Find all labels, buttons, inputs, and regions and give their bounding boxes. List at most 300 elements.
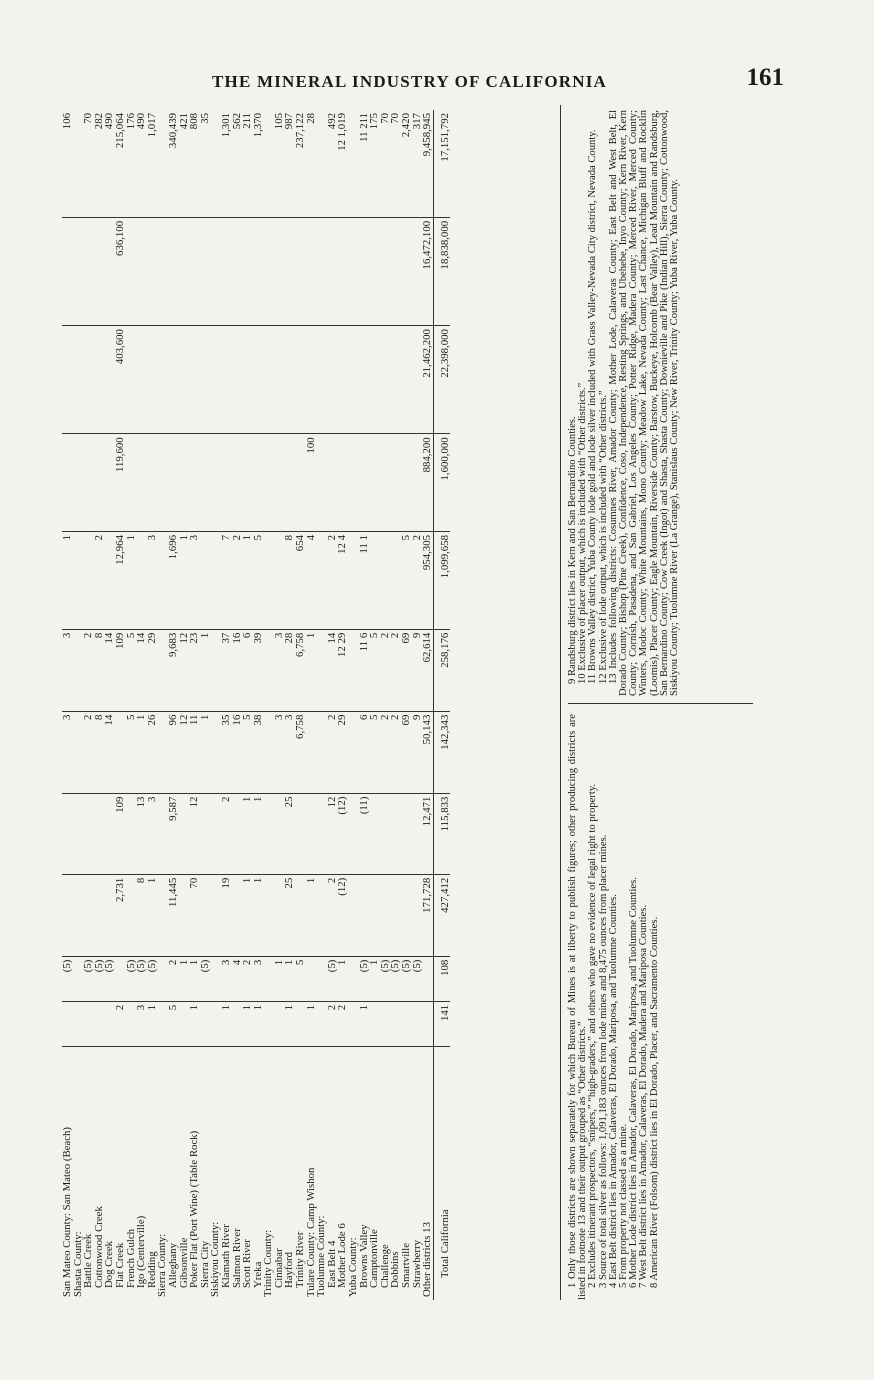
cell-c10 — [380, 217, 391, 325]
cell-c2: (5) — [147, 956, 158, 1001]
cell-c4 — [200, 793, 211, 874]
cell-c7: 654 — [295, 532, 306, 630]
cell-c7 — [210, 532, 221, 630]
cell-c7: 12,964 — [115, 532, 126, 630]
cell-c7: 12 4 — [337, 532, 348, 630]
cell-c6: 14 — [327, 629, 338, 711]
cell-c5: 38 — [253, 711, 264, 793]
table-row — [274, 110, 285, 1300]
running-title: THE MINERAL INDUSTRY OF CALIFORNIA — [212, 72, 608, 91]
cell-c11: 28 — [304, 113, 317, 124]
cell-c10 — [284, 217, 295, 325]
cell-c5: 35 — [221, 711, 232, 793]
district-name: Browns Valley — [359, 1047, 370, 1301]
cell-c9 — [390, 326, 401, 434]
cell-c2: 1 — [369, 956, 380, 1001]
table-row — [295, 110, 306, 1300]
cell-c8 — [253, 434, 264, 532]
cell-c2: (5) — [359, 956, 370, 1001]
cell-c9 — [210, 326, 221, 434]
cell-c8 — [380, 434, 391, 532]
cell-c11: 215,064 — [113, 113, 126, 149]
cell-c7 — [73, 532, 84, 630]
cell-c7: 7 — [221, 532, 232, 630]
cell-c11: 105 — [272, 113, 285, 130]
cell-c5 — [115, 711, 126, 793]
table-bottom-rule — [560, 105, 561, 1300]
cell-c3 — [348, 874, 359, 956]
cell-c5: 3 — [284, 711, 295, 793]
cell-c1: 1 — [221, 1001, 232, 1046]
cell-c11: 11 211 — [357, 113, 370, 142]
cell-c6: 1 — [306, 629, 317, 711]
cell-c7: 2 — [327, 532, 338, 630]
cell-c10 — [327, 217, 338, 325]
cell-c4: 2 — [221, 793, 232, 874]
cell-c3 — [94, 874, 105, 956]
district-production-table — [62, 110, 450, 1300]
cell-c8 — [369, 434, 380, 532]
cell-c11: 490 — [135, 113, 148, 130]
cell-c1: 2 — [337, 1001, 348, 1046]
cell-c11: 340,439 — [166, 113, 179, 149]
cell-c4: 109 — [115, 793, 126, 874]
cell-c3: 427,412 — [433, 874, 450, 956]
cell-c3 — [369, 874, 380, 956]
district-name: Sierra City — [200, 1047, 211, 1301]
cell-c11: 237,122 — [294, 113, 307, 149]
cell-c10 — [232, 217, 243, 325]
cell-c11: 175 — [368, 113, 381, 130]
cell-c1: 5 — [168, 1001, 179, 1046]
cell-c5: 3 — [274, 711, 285, 793]
cell-c10 — [274, 217, 285, 325]
cell-c7: 954,305 — [422, 532, 433, 630]
cell-c1 — [422, 1001, 433, 1046]
cell-c5: 2 — [380, 711, 391, 793]
cell-c9 — [221, 326, 232, 434]
cell-c5: 142,343 — [433, 711, 450, 793]
cell-c10 — [221, 217, 232, 325]
cell-c8 — [94, 434, 105, 532]
cell-c8 — [263, 434, 274, 532]
cell-c3: 2 — [327, 874, 338, 956]
cell-c4 — [210, 793, 221, 874]
cell-c11: 562 — [230, 113, 243, 130]
district-name: Flat Creek — [115, 1047, 126, 1301]
district-name: East Belt 4 — [327, 1047, 338, 1301]
cell-c10 — [179, 217, 190, 325]
footnote: 6 Mother Lode district lies in Amador, Calaveras, El Dorado, Mariposa, and Tuolumne Counties. — [628, 877, 640, 1288]
cell-c6: 1 — [200, 629, 211, 711]
cell-c8 — [390, 434, 401, 532]
cell-c8 — [126, 434, 137, 532]
cell-c5 — [306, 711, 317, 793]
district-name: Igo (Centerville) — [136, 1047, 147, 1301]
cell-c7 — [274, 532, 285, 630]
cell-c6: 2 — [390, 629, 401, 711]
cell-c4 — [369, 793, 380, 874]
cell-c2 — [115, 956, 126, 1001]
district-name: Hayford — [284, 1047, 295, 1301]
cell-c3: (12) — [337, 874, 348, 956]
page-number: 161 — [746, 64, 784, 91]
cell-c5 — [316, 711, 327, 793]
cell-c2: (5) — [390, 956, 401, 1001]
district-name: Dog Creek — [104, 1047, 115, 1301]
cell-c6: 39 — [253, 629, 264, 711]
cell-c2 — [306, 956, 317, 1001]
cell-c10 — [200, 217, 211, 325]
cell-c3 — [263, 874, 274, 956]
cell-c2: (5) — [126, 956, 137, 1001]
cell-c10 — [316, 217, 327, 325]
cell-c11: 12 1,019 — [336, 113, 349, 151]
cell-c7 — [200, 532, 211, 630]
cell-c3: 1 — [147, 874, 158, 956]
cell-c6: 3 — [62, 629, 73, 711]
cell-c9 — [316, 326, 327, 434]
cell-c7: 1 — [62, 532, 73, 630]
cell-c11: 9,458,945 — [421, 113, 434, 157]
table-row — [115, 110, 126, 1300]
cell-c6: 3 — [274, 629, 285, 711]
table-row — [73, 110, 84, 1300]
cell-c4: 3 — [147, 793, 158, 874]
cell-c4: 1 — [253, 793, 264, 874]
cell-c6: 6,758 — [295, 629, 306, 711]
table-row — [390, 110, 401, 1300]
cell-c10 — [295, 217, 306, 325]
cell-c5: 3 — [62, 711, 73, 793]
cell-c8 — [221, 434, 232, 532]
cell-c4 — [295, 793, 306, 874]
cell-c2: 4 — [232, 956, 243, 1001]
cell-c3 — [401, 874, 412, 956]
cell-c8 — [284, 434, 295, 532]
cell-c7: 4 — [306, 532, 317, 630]
cell-c5: 29 — [337, 711, 348, 793]
cell-c1: 1 — [306, 1001, 317, 1046]
rotated-content — [62, 60, 762, 1300]
footnote: 7 West Belt district lies in Amador, Calaveras, El Dorado, Madera and Mariposa Counties. — [638, 904, 650, 1288]
cell-c3: 1 — [242, 874, 253, 956]
cell-c7 — [369, 532, 380, 630]
cell-c5 — [263, 711, 274, 793]
table-row — [306, 110, 317, 1300]
cell-c10 — [168, 217, 179, 325]
cell-c6: 258,176 — [433, 629, 450, 711]
cell-c3 — [380, 874, 391, 956]
cell-c11: 1,370 — [251, 113, 264, 138]
cell-c5: 2 — [327, 711, 338, 793]
table-row — [401, 110, 412, 1300]
cell-c10: 16,472,100 — [422, 217, 433, 325]
cell-c4 — [83, 793, 94, 874]
cell-c7: 3 — [147, 532, 158, 630]
cell-c5: 96 — [168, 711, 179, 793]
cell-c7: 5 — [253, 532, 264, 630]
cell-c11: 490 — [103, 113, 116, 130]
cell-c8 — [168, 434, 179, 532]
district-name: Shasta County: — [73, 1047, 84, 1301]
cell-c3: 1 — [306, 874, 317, 956]
cell-c4: (11) — [359, 793, 370, 874]
cell-c9 — [359, 326, 370, 434]
table-row — [284, 110, 295, 1300]
cell-c2: 3 — [221, 956, 232, 1001]
cell-c9 — [62, 326, 73, 434]
table-row — [126, 110, 137, 1300]
cell-c1 — [401, 1001, 412, 1046]
cell-c9 — [295, 326, 306, 434]
cell-c5: 16 — [232, 711, 243, 793]
cell-c11: 70 — [82, 113, 95, 124]
cell-c4 — [306, 793, 317, 874]
cell-c5: 50,143 — [422, 711, 433, 793]
cell-c6: 2 — [380, 629, 391, 711]
cell-c7: 2 — [232, 532, 243, 630]
cell-c9 — [263, 326, 274, 434]
cell-c9 — [200, 326, 211, 434]
cell-c4 — [263, 793, 274, 874]
cell-c7: 2 — [412, 532, 423, 630]
table-body — [62, 110, 450, 1300]
cell-c4: 12 — [189, 793, 200, 874]
cell-c4 — [380, 793, 391, 874]
cell-c4: 25 — [284, 793, 295, 874]
cell-c2: 1 — [274, 956, 285, 1001]
cell-c10 — [94, 217, 105, 325]
cell-c2: 1 — [284, 956, 295, 1001]
cell-c11: 17,151,792 — [433, 110, 450, 217]
district-name: Yuba County: — [348, 1047, 359, 1301]
cell-c8 — [232, 434, 243, 532]
footnotes-divider — [568, 703, 753, 704]
cell-c1: 141 — [433, 1001, 450, 1046]
cell-c6: 23 — [189, 629, 200, 711]
cell-c11: 317 — [410, 113, 423, 130]
district-name: Yreka — [253, 1047, 264, 1301]
cell-c9 — [83, 326, 94, 434]
footnote: 10 Exclusive of placer output, which is included with “Other districts.” — [577, 382, 589, 684]
cell-c1: 1 — [253, 1001, 264, 1046]
table-row — [422, 110, 433, 1300]
district-name: San Mateo County: San Mateo (Beach) — [62, 1047, 73, 1301]
cell-c6: 28 — [284, 629, 295, 711]
cell-c10 — [136, 217, 147, 325]
cell-c5: 1 — [136, 711, 147, 793]
cell-c11: 987 — [283, 113, 296, 130]
cell-c9 — [189, 326, 200, 434]
district-name: Gibsonville — [179, 1047, 190, 1301]
cell-c5: 12 — [179, 711, 190, 793]
cell-c8 — [210, 434, 221, 532]
cell-c10 — [306, 217, 317, 325]
cell-c9 — [73, 326, 84, 434]
district-name: Klamath River — [221, 1047, 232, 1301]
district-name: French Gulch — [126, 1047, 137, 1301]
cell-c7: 8 — [284, 532, 295, 630]
cell-c6: 6 — [242, 629, 253, 711]
cell-c3 — [73, 874, 84, 956]
cell-c3 — [390, 874, 401, 956]
cell-c1: 1 — [189, 1001, 200, 1046]
cell-c9 — [232, 326, 243, 434]
cell-c10: 18,838,000 — [433, 217, 450, 325]
cell-c1: 1 — [242, 1001, 253, 1046]
cell-c9 — [369, 326, 380, 434]
table-container — [62, 60, 562, 1300]
cell-c6: 14 — [104, 629, 115, 711]
cell-c1 — [62, 1001, 73, 1046]
cell-c1 — [369, 1001, 380, 1046]
cell-c6: 5 — [126, 629, 137, 711]
table-row — [62, 110, 73, 1300]
cell-c6: 2 — [83, 629, 94, 711]
table-row — [83, 110, 94, 1300]
cell-c6 — [73, 629, 84, 711]
cell-c7 — [136, 532, 147, 630]
cell-c10 — [263, 217, 274, 325]
cell-c8 — [274, 434, 285, 532]
cell-c9 — [94, 326, 105, 434]
cell-c2: 108 — [433, 956, 450, 1001]
table-row — [157, 110, 168, 1300]
cell-c2 — [422, 956, 433, 1001]
cell-c11: 35 — [198, 113, 211, 124]
cell-c1: 2 — [327, 1001, 338, 1046]
cell-c4 — [390, 793, 401, 874]
table-row — [337, 110, 348, 1300]
district-name: Cinnabar — [274, 1047, 285, 1301]
district-name: Cottonwood Creek — [94, 1047, 105, 1301]
table-row — [316, 110, 327, 1300]
district-name: Mother Lode 6 — [337, 1047, 348, 1301]
cell-c9 — [401, 326, 412, 434]
cell-c3: 11,445 — [168, 874, 179, 956]
cell-c10 — [147, 217, 158, 325]
district-name: Total California — [433, 1047, 450, 1301]
cell-c8 — [242, 434, 253, 532]
table-row — [359, 110, 370, 1300]
cell-c8 — [147, 434, 158, 532]
cell-c1: 3 — [136, 1001, 147, 1046]
cell-c10 — [369, 217, 380, 325]
table-row — [168, 110, 179, 1300]
cell-c5: 9 — [412, 711, 423, 793]
cell-c7: 1,099,658 — [433, 532, 450, 630]
cell-c5 — [73, 711, 84, 793]
cell-c3: 171,728 — [422, 874, 433, 956]
cell-c3 — [200, 874, 211, 956]
cell-c2: 1 — [179, 956, 190, 1001]
cell-c4 — [94, 793, 105, 874]
cell-c4: 9,587 — [168, 793, 179, 874]
cell-c8 — [157, 434, 168, 532]
cell-c7: 1 — [126, 532, 137, 630]
cell-c8: 1,600,000 — [433, 434, 450, 532]
table-row — [179, 110, 190, 1300]
cell-c3 — [295, 874, 306, 956]
cell-c5: 1 — [200, 711, 211, 793]
cell-c6: 109 — [115, 629, 126, 711]
table-row — [369, 110, 380, 1300]
cell-c8 — [62, 434, 73, 532]
footnote: 8 American River (Folsom) district lies in El Dorado, Placer, and Sacramento Counties. — [648, 916, 660, 1288]
cell-c6: 11 6 — [359, 629, 370, 711]
cell-c1: 1 — [359, 1001, 370, 1046]
cell-c6: 9 — [412, 629, 423, 711]
cell-c3 — [62, 874, 73, 956]
cell-c6: 37 — [221, 629, 232, 711]
district-name: Siskiyou County: — [210, 1047, 221, 1301]
table-row — [253, 110, 264, 1300]
table-row — [327, 110, 338, 1300]
footnote: 9 Randsburg district lies in Kern and San Bernardino Counties. — [567, 416, 578, 684]
cell-c8 — [359, 434, 370, 532]
cell-c9 — [274, 326, 285, 434]
cell-c10 — [83, 217, 94, 325]
district-name: Tulare County: Camp Wishon — [306, 1047, 317, 1301]
cell-c8: 100 — [306, 434, 317, 532]
cell-c7: 11 1 — [359, 532, 370, 630]
district-name: Smartville — [401, 1047, 412, 1301]
cell-c2: (5) — [401, 956, 412, 1001]
cell-c5: 6 — [359, 711, 370, 793]
cell-c5: 5 — [369, 711, 380, 793]
cell-c1: 1 — [284, 1001, 295, 1046]
cell-c9 — [348, 326, 359, 434]
district-name: Redding — [147, 1047, 158, 1301]
cell-c4 — [401, 793, 412, 874]
cell-c2: 1 — [189, 956, 200, 1001]
cell-c11: 282 — [92, 113, 105, 130]
table-row — [433, 110, 450, 1300]
district-name: Tuolumne County: — [316, 1047, 327, 1301]
footnote: 1 Only those districts are shown separately for which Bureau of Mines is at liberty to publish figures; other producing districts are listed in footnote 13 and their output grouped as “Other districts.” — [567, 714, 589, 1300]
cell-c5: 14 — [104, 711, 115, 793]
footnote: 3 Source of total silver as follows: 1,091,183 ounces from lode mines and 8,475 ounces from placer mines. — [597, 834, 609, 1288]
cell-c9 — [337, 326, 348, 434]
cell-c3 — [83, 874, 94, 956]
table-row — [348, 110, 359, 1300]
cell-c9: 22,398,000 — [433, 326, 450, 434]
cell-c7: 2 — [94, 532, 105, 630]
cell-c4: 12 — [327, 793, 338, 874]
cell-c6: 12 29 — [337, 629, 348, 711]
district-name: Other districts 13 — [422, 1047, 433, 1301]
cell-c5: 6,758 — [295, 711, 306, 793]
cell-c8: 884,200 — [422, 434, 433, 532]
footnotes — [568, 105, 753, 1300]
cell-c10 — [253, 217, 264, 325]
cell-c3: 25 — [284, 874, 295, 956]
cell-c5: 2 — [390, 711, 401, 793]
cell-c11: 1,301 — [219, 113, 232, 138]
cell-c1 — [73, 1001, 84, 1046]
cell-c2: 1 — [337, 956, 348, 1001]
cell-c7 — [380, 532, 391, 630]
district-name: Challenge — [380, 1047, 391, 1301]
cell-c8 — [327, 434, 338, 532]
district-name: Scott River — [242, 1047, 253, 1301]
table-row — [189, 110, 200, 1300]
cell-c2: (5) — [136, 956, 147, 1001]
cell-c10 — [210, 217, 221, 325]
cell-c8 — [337, 434, 348, 532]
table-row — [147, 110, 158, 1300]
